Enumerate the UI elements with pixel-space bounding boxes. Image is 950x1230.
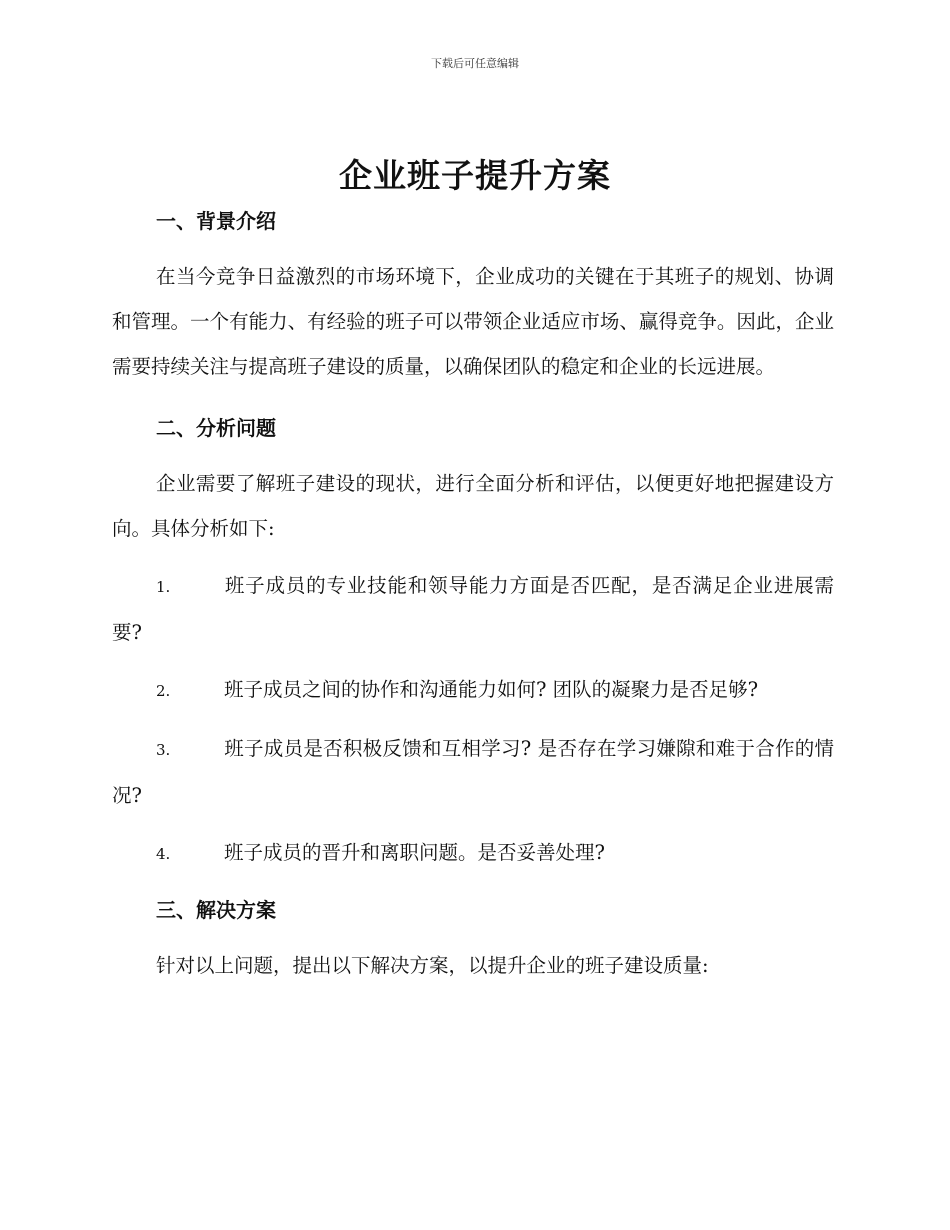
list-item-text: 班子成员是否积极反馈和互相学习? 是否存在学习嫌隙和难于合作的情况?	[112, 737, 834, 807]
list-item-text: 班子成员的专业技能和领导能力方面是否匹配，是否满足企业进展需要?	[112, 574, 834, 644]
section-paragraph-background: 在当今竞争日益激烈的市场环境下，企业成功的关键在于其班子的规划、协调和管理。一个有能力、有经验的班子可以带领企业适应市场、赢得竞争。因此，企业需要持续关注与提高班子建设的质量，以确保团队的稳定和企业的长远进展。	[112, 265, 834, 378]
list-item	[112, 667, 834, 714]
section-heading-analysis: 二、分析问题	[156, 416, 276, 440]
document-body	[112, 200, 834, 988]
header-note: 下载后可任意编辑	[431, 57, 519, 70]
section-heading-solution: 三、解决方案	[156, 898, 276, 922]
list-item-number: 1.	[156, 578, 171, 596]
list-item-number: 3.	[156, 741, 171, 759]
list-item-number: 4.	[156, 845, 171, 863]
list-item	[112, 563, 834, 655]
document-title: 企业班子提升方案	[339, 156, 611, 195]
section-paragraph-analysis: 企业需要了解班子建设的现状，进行全面分析和评估，以便更好地把握建设方向。具体分析如下:	[112, 472, 834, 540]
section-paragraph-solution: 针对以上问题，提出以下解决方案，以提升企业的班子建设质量:	[156, 954, 709, 977]
list-item	[112, 830, 834, 877]
list-item-text: 班子成员的晋升和离职问题。是否妥善处理?	[224, 841, 605, 864]
list-item-text: 班子成员之间的协作和沟通能力如何? 团队的凝聚力是否足够?	[224, 678, 759, 701]
list-item-number: 2.	[156, 682, 171, 700]
list-item	[112, 726, 834, 818]
section-heading-background: 一、背景介绍	[156, 209, 276, 233]
